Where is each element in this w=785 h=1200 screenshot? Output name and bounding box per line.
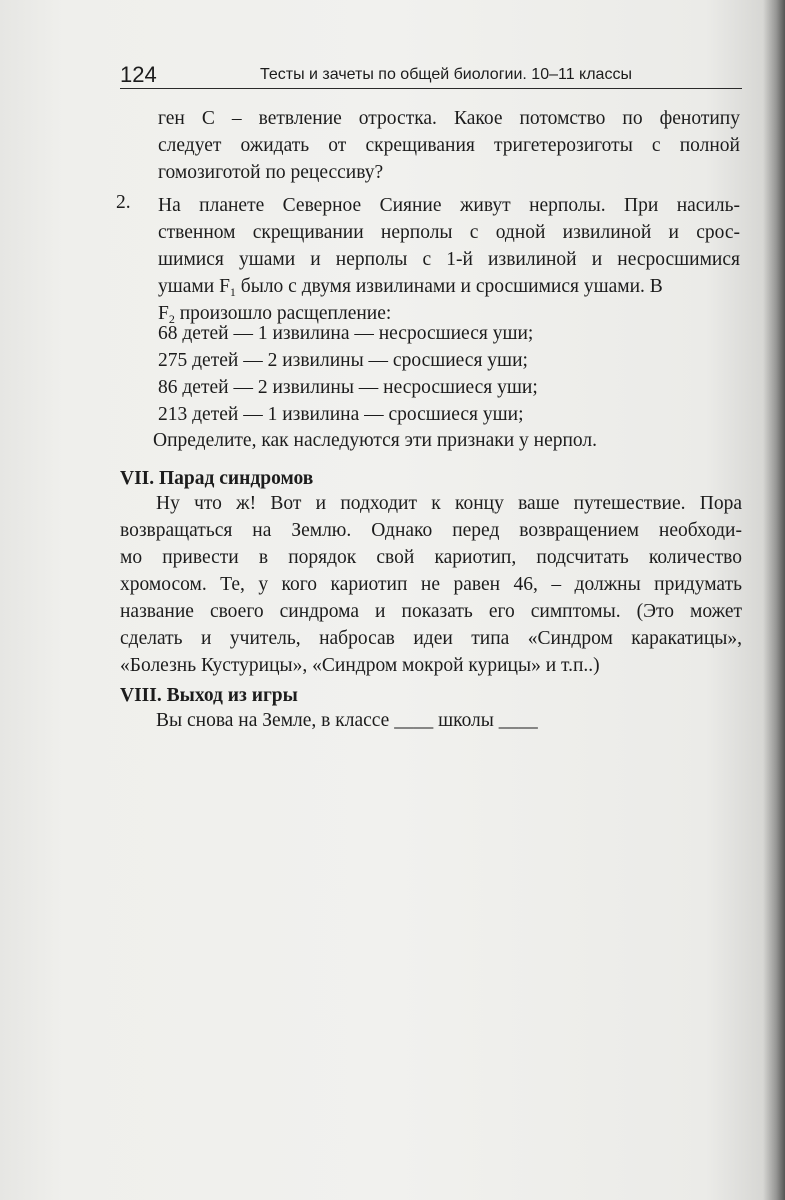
page-shadow <box>763 0 785 1200</box>
list-item: 213 детей — 1 извилина — сросшиеся уши; <box>158 404 524 425</box>
task-number: 2. <box>116 192 131 213</box>
text-line: шимися ушами и нерполы с 1-й извилиной и несросшимися <box>158 249 740 270</box>
text-line: ген С – ветвление отростка. Какое потомство по фенотипу <box>158 108 740 129</box>
text-line: хромосом. Те, у кого кариотип не равен 46, – должны придумать <box>120 574 742 595</box>
list-item: 86 детей — 2 извилины — несросшиеся уши; <box>158 377 538 398</box>
text-line: мо привести в порядок свой кариотип, подсчитать количество <box>120 547 742 568</box>
text-line: Ну что ж! Вот и подходит к концу ваше путешествие. Пора <box>156 493 742 514</box>
section-8-heading: VIII. Выход из игры <box>120 685 298 706</box>
section-7-paragraph <box>120 490 742 679</box>
text-line: ушами $F_1$ было с двумя извилинами и сросшимися ушами. В <box>158 276 663 299</box>
text-line: сделать и учитель, набросав идеи типа «Синдром каракатицы», <box>120 628 742 649</box>
text-line: $F_2$ произошло расщепление: <box>158 303 392 326</box>
section-8-paragraph <box>156 707 736 734</box>
task-question <box>153 427 733 454</box>
list-item: 68 детей — 1 извилина — несросшиеся уши; <box>158 323 534 344</box>
section-7-heading: VII. Парад синдромов <box>120 468 314 489</box>
list-item: 275 детей — 2 извилины — сросшиеся уши; <box>158 350 528 371</box>
running-title: Тесты и зачеты по общей биологии. 10–11 классы <box>260 66 632 83</box>
text-line: «Болезнь Кустурицы», «Синдром мокрой курицы» и т.п..) <box>120 655 600 676</box>
text-line: следует ожидать от скрещивания тригетерозиготы с полной <box>158 135 740 156</box>
page-header <box>120 60 742 89</box>
text-line: Определите, как наследуются эти признаки у нерпол. <box>153 430 598 451</box>
task-2-paragraph <box>158 192 740 327</box>
results-list <box>158 320 718 428</box>
intro-paragraph <box>158 105 740 186</box>
text-line: гомозиготой по рецессиву? <box>158 162 384 183</box>
text-line: На планете Северное Сияние живут нерполы. При насиль- <box>158 195 740 216</box>
page-number: 124 <box>120 62 157 87</box>
text-line: Вы снова на Земле, в классе ____ школы ____ <box>156 710 538 731</box>
text-line: название своего синдрома и показать его симптомы. (Это может <box>120 601 742 622</box>
text-line: ственном скрещивании нерполы с одной извилиной и срос- <box>158 222 740 243</box>
text-line: возвращаться на Землю. Однако перед возвращением необходи- <box>120 520 742 541</box>
